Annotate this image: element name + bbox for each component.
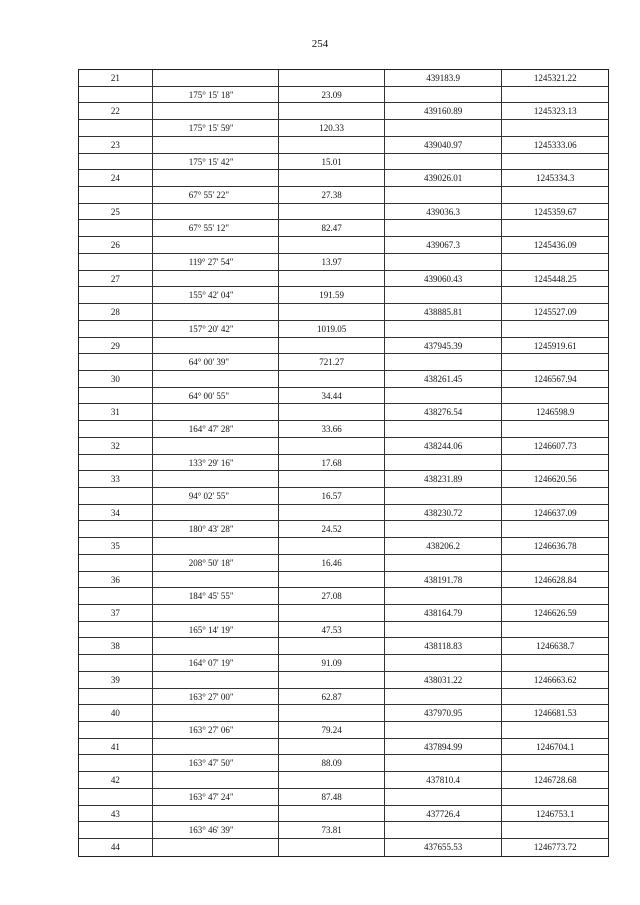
y-coordinate-cell <box>502 321 608 337</box>
point-number-cell: 27 <box>79 271 153 287</box>
x-coordinate-cell <box>385 354 503 370</box>
y-coordinate-cell <box>502 455 608 471</box>
x-coordinate-cell: 438231.89 <box>385 471 503 487</box>
segment-row <box>79 822 608 839</box>
bearing-angle-cell: 163° 47' 24" <box>153 789 280 805</box>
segment-row <box>79 120 608 137</box>
point-row <box>79 237 608 254</box>
x-coordinate-cell: 439067.3 <box>385 237 503 253</box>
distance-cell: 47.53 <box>279 622 385 638</box>
distance-cell: 91.09 <box>279 655 385 671</box>
y-coordinate-cell: 1246636.78 <box>533 541 577 552</box>
x-coordinate-cell: 438118.83 <box>385 638 503 654</box>
segment-row <box>79 287 608 304</box>
segment-row <box>79 220 608 237</box>
x-coordinate-cell: 438031.22 <box>385 672 503 688</box>
x-coordinate-cell: 438206.2 <box>385 538 503 554</box>
x-coordinate-cell <box>385 388 503 404</box>
segment-row <box>79 421 608 438</box>
point-number-cell: 33 <box>79 471 153 487</box>
point-row <box>79 404 608 421</box>
bearing-angle-cell <box>153 70 280 86</box>
segment-row <box>79 388 608 405</box>
point-number-cell <box>79 287 153 303</box>
y-coordinate-cell: 1246753.1 <box>536 808 575 819</box>
point-number-cell: 21 <box>79 70 153 86</box>
distance-cell <box>279 70 385 86</box>
y-coordinate-cell: 1245359.67 <box>533 206 577 217</box>
distance-cell <box>279 806 385 822</box>
point-number-cell <box>79 822 153 838</box>
x-coordinate-cell <box>385 488 503 504</box>
bearing-angle-cell: 184° 45' 55" <box>153 588 280 604</box>
x-coordinate-cell <box>385 187 503 203</box>
y-coordinate-cell <box>502 555 608 571</box>
y-coordinate-cell: 1246607.73 <box>533 440 577 451</box>
bearing-angle-cell: 175° 15' 59" <box>153 120 280 136</box>
point-row <box>79 204 608 221</box>
x-coordinate-cell: 438244.06 <box>385 438 503 454</box>
x-coordinate-cell <box>385 822 503 838</box>
point-number-cell: 38 <box>79 638 153 654</box>
bearing-angle-cell: 163° 47' 50" <box>153 755 280 771</box>
distance-cell: 13.97 <box>279 254 385 270</box>
bearing-angle-cell <box>153 271 280 287</box>
x-coordinate-cell: 437726.4 <box>385 806 503 822</box>
point-row <box>79 538 608 555</box>
point-number-cell: 22 <box>79 103 153 119</box>
point-number-cell: 26 <box>79 237 153 253</box>
distance-cell <box>279 638 385 654</box>
y-coordinate-cell: 1246638.7 <box>536 641 575 652</box>
bearing-angle-cell <box>153 137 280 153</box>
bearing-angle-cell <box>153 471 280 487</box>
bearing-angle-cell <box>153 638 280 654</box>
x-coordinate-cell: 438230.72 <box>385 505 503 521</box>
y-coordinate-cell: 1246681.53 <box>533 708 577 719</box>
distance-cell: 120.33 <box>279 120 385 136</box>
y-coordinate-cell: 1246620.56 <box>533 474 577 485</box>
point-number-cell <box>79 488 153 504</box>
bearing-angle-cell: 175° 15' 42" <box>153 154 280 170</box>
point-number-cell: 44 <box>79 839 153 856</box>
point-number-cell <box>79 354 153 370</box>
y-coordinate-cell: 1246598.9 <box>536 407 575 418</box>
bearing-angle-cell: 67° 55' 12" <box>153 220 280 236</box>
point-number-cell: 29 <box>79 338 153 354</box>
bearing-angle-cell <box>153 839 280 856</box>
point-row <box>79 772 608 789</box>
distance-cell <box>279 538 385 554</box>
distance-cell: 34.44 <box>279 388 385 404</box>
bearing-angle-cell <box>153 739 280 755</box>
y-coordinate-cell <box>502 87 608 103</box>
point-number-cell: 37 <box>79 605 153 621</box>
point-row <box>79 371 608 388</box>
y-coordinate-cell <box>502 388 608 404</box>
point-row <box>79 103 608 120</box>
segment-row <box>79 154 608 171</box>
point-number-cell: 35 <box>79 538 153 554</box>
distance-cell: 1019.05 <box>279 321 385 337</box>
x-coordinate-cell <box>385 220 503 236</box>
point-number-cell <box>79 521 153 537</box>
x-coordinate-cell: 439036.3 <box>385 204 503 220</box>
y-coordinate-cell <box>502 722 608 738</box>
segment-row <box>79 321 608 338</box>
point-number-cell: 36 <box>79 572 153 588</box>
y-coordinate-cell <box>502 421 608 437</box>
y-coordinate-cell: 1245333.06 <box>533 139 577 150</box>
x-coordinate-cell <box>385 789 503 805</box>
point-row <box>79 806 608 823</box>
point-row <box>79 605 608 622</box>
point-number-cell: 31 <box>79 404 153 420</box>
bearing-angle-cell <box>153 705 280 721</box>
x-coordinate-cell <box>385 87 503 103</box>
bearing-angle-cell <box>153 304 280 320</box>
distance-cell <box>279 572 385 588</box>
x-coordinate-cell <box>385 622 503 638</box>
point-number-cell: 40 <box>79 705 153 721</box>
point-row <box>79 70 608 87</box>
bearing-angle-cell: 163° 27' 06" <box>153 722 280 738</box>
bearing-angle-cell: 119° 27' 54" <box>153 254 280 270</box>
bearing-angle-cell: 175° 15' 18" <box>153 87 280 103</box>
x-coordinate-cell <box>385 555 503 571</box>
point-number-cell <box>79 220 153 236</box>
segment-row <box>79 755 608 772</box>
y-coordinate-cell <box>502 689 608 705</box>
x-coordinate-cell: 439183.9 <box>385 70 503 86</box>
x-coordinate-cell <box>385 455 503 471</box>
point-number-cell <box>79 87 153 103</box>
x-coordinate-cell <box>385 321 503 337</box>
bearing-angle-cell: 64° 00' 55" <box>153 388 280 404</box>
y-coordinate-cell: 1246628.84 <box>533 574 577 585</box>
x-coordinate-cell <box>385 755 503 771</box>
bearing-angle-cell: 165° 14' 19" <box>153 622 280 638</box>
distance-cell <box>279 505 385 521</box>
y-coordinate-cell <box>502 521 608 537</box>
point-number-cell: 25 <box>79 204 153 220</box>
bearing-angle-cell <box>153 672 280 688</box>
point-number-cell: 30 <box>79 371 153 387</box>
y-coordinate-cell: 1245919.61 <box>533 340 577 351</box>
point-number-cell: 42 <box>79 772 153 788</box>
point-number-cell <box>79 789 153 805</box>
y-coordinate-cell: 1246773.72 <box>533 842 577 853</box>
bearing-angle-cell <box>153 806 280 822</box>
bearing-angle-cell <box>153 404 280 420</box>
point-number-cell: 43 <box>79 806 153 822</box>
point-row <box>79 505 608 522</box>
point-row <box>79 839 608 856</box>
y-coordinate-cell: 1245334.3 <box>536 173 575 184</box>
y-coordinate-cell <box>502 588 608 604</box>
segment-row <box>79 354 608 371</box>
segment-row <box>79 254 608 271</box>
point-row <box>79 438 608 455</box>
point-number-cell <box>79 254 153 270</box>
point-number-cell <box>79 689 153 705</box>
distance-cell: 79.24 <box>279 722 385 738</box>
x-coordinate-cell <box>385 154 503 170</box>
x-coordinate-cell: 439160.89 <box>385 103 503 119</box>
point-number-cell: 28 <box>79 304 153 320</box>
page-number: 254 <box>311 38 329 50</box>
point-row <box>79 271 608 288</box>
x-coordinate-cell <box>385 689 503 705</box>
point-row <box>79 739 608 756</box>
segment-row <box>79 622 608 639</box>
x-coordinate-cell: 437970.95 <box>385 705 503 721</box>
point-number-cell <box>79 388 153 404</box>
bearing-angle-cell <box>153 338 280 354</box>
bearing-angle-cell <box>153 103 280 119</box>
distance-cell <box>279 605 385 621</box>
point-row <box>79 304 608 321</box>
x-coordinate-cell: 439040.97 <box>385 137 503 153</box>
point-row <box>79 638 608 655</box>
bearing-angle-cell: 180° 43' 28" <box>153 521 280 537</box>
distance-cell <box>279 404 385 420</box>
point-number-cell: 23 <box>79 137 153 153</box>
bearing-angle-cell: 164° 07' 19" <box>153 655 280 671</box>
bearing-angle-cell: 164° 47' 28" <box>153 421 280 437</box>
x-coordinate-cell: 438191.78 <box>385 572 503 588</box>
y-coordinate-cell <box>502 287 608 303</box>
distance-cell: 87.48 <box>279 789 385 805</box>
y-coordinate-cell: 1245448.25 <box>533 273 577 284</box>
bearing-angle-cell: 94° 02' 55" <box>153 488 280 504</box>
point-number-cell <box>79 120 153 136</box>
distance-cell <box>279 103 385 119</box>
bearing-angle-cell: 208° 50' 18" <box>153 555 280 571</box>
point-number-cell <box>79 755 153 771</box>
y-coordinate-cell <box>502 354 608 370</box>
distance-cell: 191.59 <box>279 287 385 303</box>
x-coordinate-cell <box>385 421 503 437</box>
y-coordinate-cell: 1245436.09 <box>533 240 577 251</box>
y-coordinate-cell <box>502 120 608 136</box>
distance-cell: 24.52 <box>279 521 385 537</box>
point-number-cell: 32 <box>79 438 153 454</box>
distance-cell: 33.66 <box>279 421 385 437</box>
y-coordinate-cell: 1246663.62 <box>533 674 577 685</box>
x-coordinate-cell <box>385 655 503 671</box>
bearing-angle-cell <box>153 605 280 621</box>
y-coordinate-cell <box>502 755 608 771</box>
point-number-cell <box>79 555 153 571</box>
y-coordinate-cell <box>502 154 608 170</box>
point-number-cell <box>79 655 153 671</box>
bearing-angle-cell: 64° 00' 39" <box>153 354 280 370</box>
bearing-angle-cell: 163° 27' 00" <box>153 689 280 705</box>
x-coordinate-cell: 437655.53 <box>385 839 503 856</box>
distance-cell <box>279 438 385 454</box>
segment-row <box>79 588 608 605</box>
y-coordinate-cell: 1245323.13 <box>533 106 577 117</box>
y-coordinate-cell <box>502 622 608 638</box>
x-coordinate-cell <box>385 588 503 604</box>
y-coordinate-cell <box>502 220 608 236</box>
distance-cell: 721.27 <box>279 354 385 370</box>
point-row <box>79 672 608 689</box>
x-coordinate-cell <box>385 287 503 303</box>
distance-cell: 23.09 <box>279 87 385 103</box>
point-row <box>79 170 608 187</box>
distance-cell <box>279 705 385 721</box>
segment-row <box>79 555 608 572</box>
segment-row <box>79 187 608 204</box>
distance-cell <box>279 204 385 220</box>
distance-cell: 17.68 <box>279 455 385 471</box>
bearing-angle-cell <box>153 237 280 253</box>
bearing-angle-cell <box>153 572 280 588</box>
segment-row <box>79 689 608 706</box>
point-number-cell <box>79 455 153 471</box>
point-row <box>79 338 608 355</box>
distance-cell <box>279 137 385 153</box>
x-coordinate-cell: 439026.01 <box>385 170 503 186</box>
segment-row <box>79 521 608 538</box>
y-coordinate-cell: 1246728.68 <box>533 775 577 786</box>
distance-cell <box>279 304 385 320</box>
point-number-cell <box>79 321 153 337</box>
y-coordinate-cell <box>502 789 608 805</box>
segment-row <box>79 455 608 472</box>
y-coordinate-cell <box>502 187 608 203</box>
bearing-angle-cell <box>153 438 280 454</box>
x-coordinate-cell: 437810.4 <box>385 772 503 788</box>
bearing-angle-cell: 155° 42' 04" <box>153 287 280 303</box>
bearing-angle-cell <box>153 505 280 521</box>
bearing-angle-cell: 163° 46' 39" <box>153 822 280 838</box>
y-coordinate-cell: 1246567.94 <box>533 373 577 384</box>
bearing-angle-cell <box>153 371 280 387</box>
distance-cell: 62.87 <box>279 689 385 705</box>
distance-cell: 16.57 <box>279 488 385 504</box>
point-number-cell <box>79 154 153 170</box>
segment-row <box>79 722 608 739</box>
distance-cell <box>279 338 385 354</box>
distance-cell: 82.47 <box>279 220 385 236</box>
y-coordinate-cell: 1246626.59 <box>533 608 577 618</box>
bearing-angle-cell: 133° 29' 16" <box>153 455 280 471</box>
point-row <box>79 572 608 589</box>
distance-cell <box>279 839 385 856</box>
y-coordinate-cell: 1245321.22 <box>533 73 577 83</box>
point-number-cell <box>79 588 153 604</box>
distance-cell <box>279 672 385 688</box>
bearing-angle-cell <box>153 170 280 186</box>
distance-cell <box>279 739 385 755</box>
y-coordinate-cell: 1245527.09 <box>533 307 577 318</box>
point-row <box>79 471 608 488</box>
bearing-angle-cell <box>153 538 280 554</box>
distance-cell: 15.01 <box>279 154 385 170</box>
bearing-angle-cell <box>153 772 280 788</box>
coordinate-table <box>78 69 609 857</box>
point-number-cell: 34 <box>79 505 153 521</box>
point-number-cell <box>79 622 153 638</box>
y-coordinate-cell: 1246637.09 <box>533 507 577 518</box>
distance-cell: 73.81 <box>279 822 385 838</box>
distance-cell: 27.08 <box>279 588 385 604</box>
point-number-cell <box>79 722 153 738</box>
distance-cell <box>279 170 385 186</box>
x-coordinate-cell: 437945.39 <box>385 338 503 354</box>
x-coordinate-cell: 438276.54 <box>385 404 503 420</box>
x-coordinate-cell <box>385 722 503 738</box>
point-row <box>79 137 608 154</box>
x-coordinate-cell: 438885.81 <box>385 304 503 320</box>
bearing-angle-cell: 157° 20' 42" <box>153 321 280 337</box>
y-coordinate-cell <box>502 488 608 504</box>
distance-cell <box>279 772 385 788</box>
segment-row <box>79 789 608 806</box>
point-number-cell: 41 <box>79 739 153 755</box>
distance-cell <box>279 371 385 387</box>
distance-cell: 27.38 <box>279 187 385 203</box>
x-coordinate-cell: 437894.99 <box>385 739 503 755</box>
y-coordinate-cell <box>502 655 608 671</box>
point-number-cell <box>79 421 153 437</box>
point-row <box>79 705 608 722</box>
distance-cell: 16.46 <box>279 555 385 571</box>
distance-cell: 88.09 <box>279 755 385 771</box>
point-number-cell: 24 <box>79 170 153 186</box>
bearing-angle-cell <box>153 204 280 220</box>
x-coordinate-cell <box>385 120 503 136</box>
y-coordinate-cell: 1246704.1 <box>536 741 575 752</box>
distance-cell <box>279 271 385 287</box>
segment-row <box>79 87 608 104</box>
point-number-cell <box>79 187 153 203</box>
x-coordinate-cell <box>385 521 503 537</box>
x-coordinate-cell: 438261.45 <box>385 371 503 387</box>
segment-row <box>79 488 608 505</box>
distance-cell <box>279 237 385 253</box>
x-coordinate-cell: 439060.43 <box>385 271 503 287</box>
x-coordinate-cell: 438164.79 <box>385 605 503 621</box>
y-coordinate-cell <box>502 254 608 270</box>
point-number-cell: 39 <box>79 672 153 688</box>
bearing-angle-cell: 67° 55' 22" <box>153 187 280 203</box>
x-coordinate-cell <box>385 254 503 270</box>
segment-row <box>79 655 608 672</box>
y-coordinate-cell <box>502 822 608 838</box>
distance-cell <box>279 471 385 487</box>
